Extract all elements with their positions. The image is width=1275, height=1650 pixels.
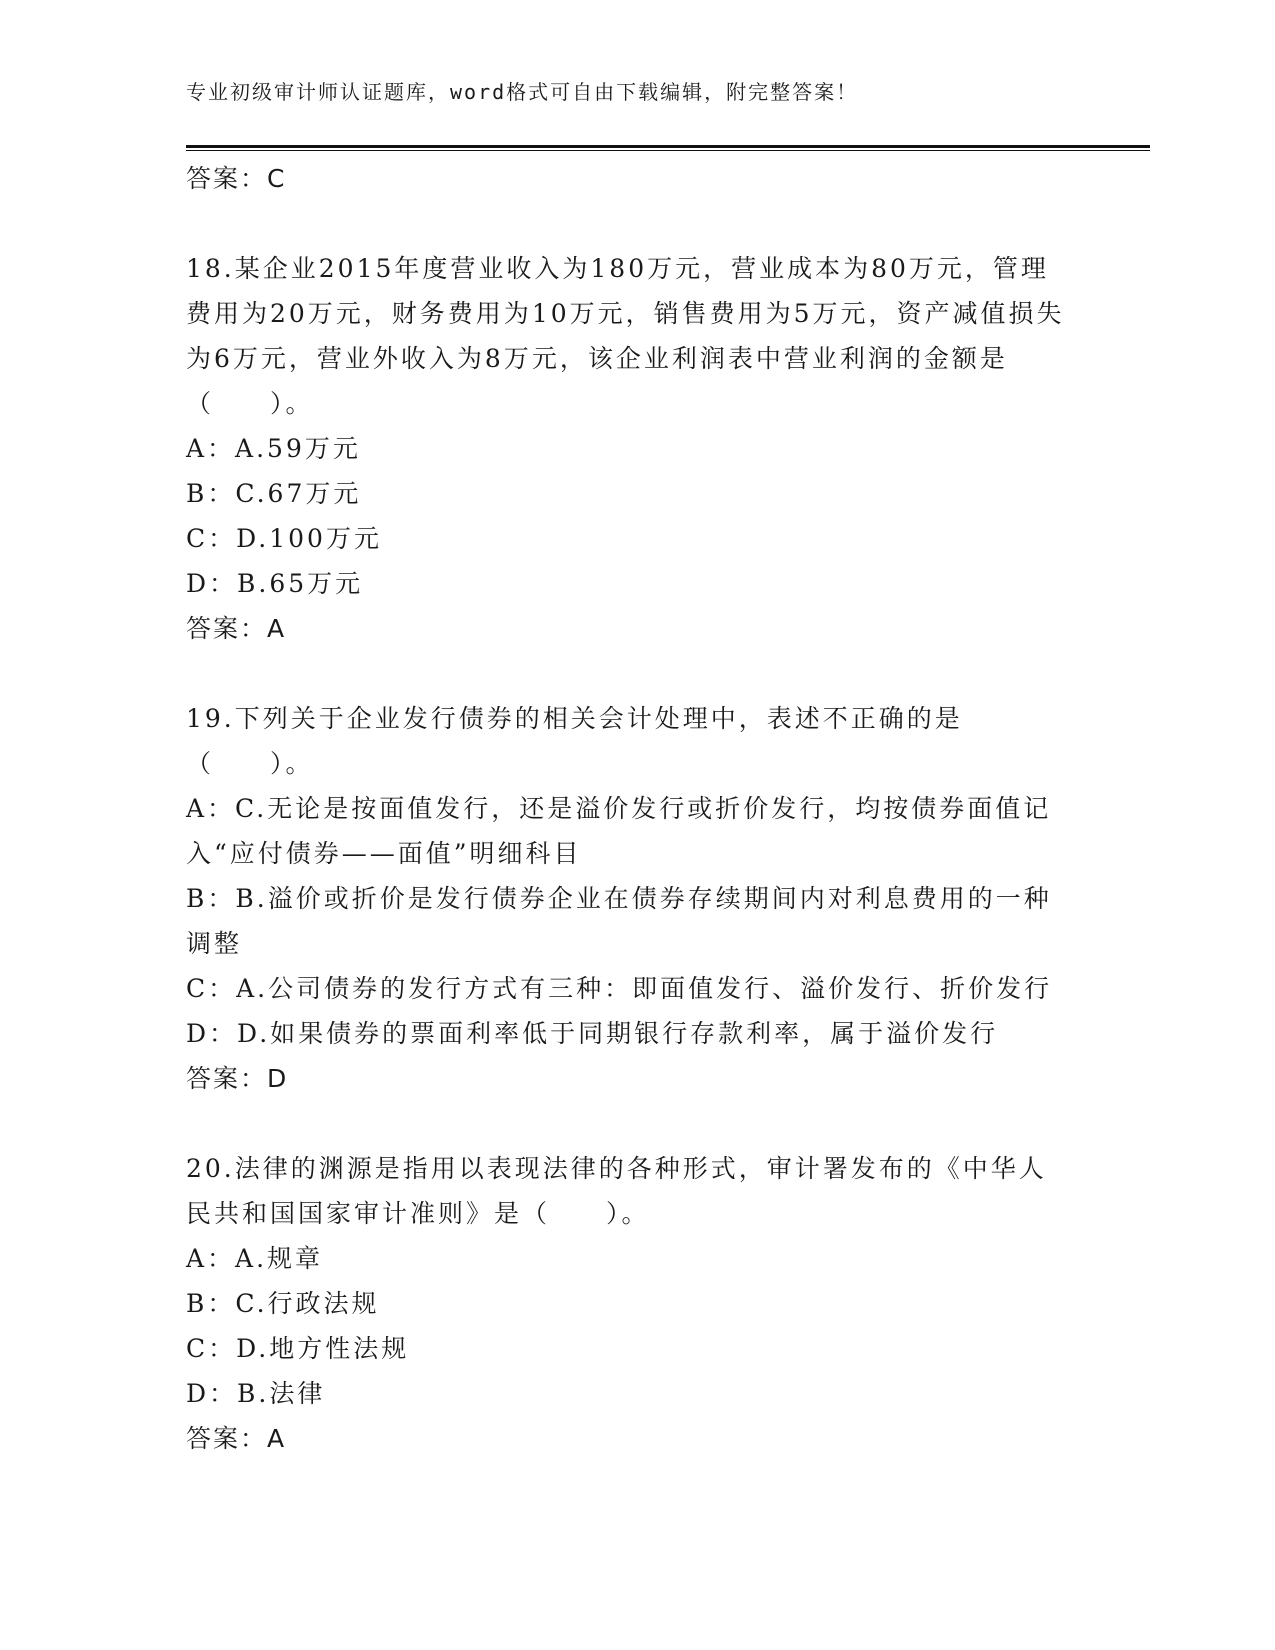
option-d: D：B.法律: [186, 1379, 326, 1408]
option-c: C：D.地方性法规: [186, 1334, 410, 1363]
header-rule-thin: [186, 150, 1150, 151]
question-stem: 19.下列关于企业发行债券的相关会计处理中，表述不正确的是（ ）。: [186, 704, 963, 778]
question-18: [186, 246, 1086, 652]
option-d: D：D.如果债券的票面利率低于同期银行存款利率，属于溢价发行: [186, 1019, 999, 1048]
option-c: C：A.公司债券的发行方式有三种：即面值发行、溢价发行、折价发行: [186, 974, 1053, 1003]
question-20: [186, 1146, 1086, 1462]
header-rule-thick: [186, 145, 1150, 148]
option-b: B：C.行政法规: [186, 1289, 380, 1318]
option-a: A：C.无论是按面值发行，还是溢价发行或折价发行，均按债券面值记入“应付债券——面值”明细科目: [186, 794, 1052, 868]
previous-answer: 答案：C: [186, 164, 287, 193]
option-a: A：A.59万元: [186, 434, 361, 463]
option-b: B：C.67万元: [186, 479, 362, 508]
option-b: B：B.溢价或折价是发行债券企业在债券存续期间内对利息费用的一种调整: [186, 884, 1052, 958]
question-stem: 18.某企业2015年度营业收入为180万元，营业成本为80万元，管理费用为20万元，财务费用为10万元，销售费用为5万元，资产减值损失为6万元，营业外收入为8万元，该企业利润表中营业利润的金额是（ ）。: [186, 254, 1065, 418]
option-a: A：A.规章: [186, 1244, 324, 1273]
question-answer: 答案：D: [186, 1064, 289, 1093]
option-d: D：B.65万元: [186, 569, 364, 598]
question-stem: 20.法律的渊源是指用以表现法律的各种形式，审计署发布的《中华人民共和国国家审计准则》是（ ）。: [186, 1154, 1047, 1228]
question-answer: 答案：A: [186, 614, 287, 643]
question-answer: 答案：A: [186, 1424, 287, 1453]
question-19: [186, 696, 1086, 1102]
option-c: C：D.100万元: [186, 524, 382, 553]
page-header: 专业初级审计师认证题库，word格式可自由下载编辑，附完整答案！: [186, 80, 859, 104]
content: [186, 156, 1086, 1462]
